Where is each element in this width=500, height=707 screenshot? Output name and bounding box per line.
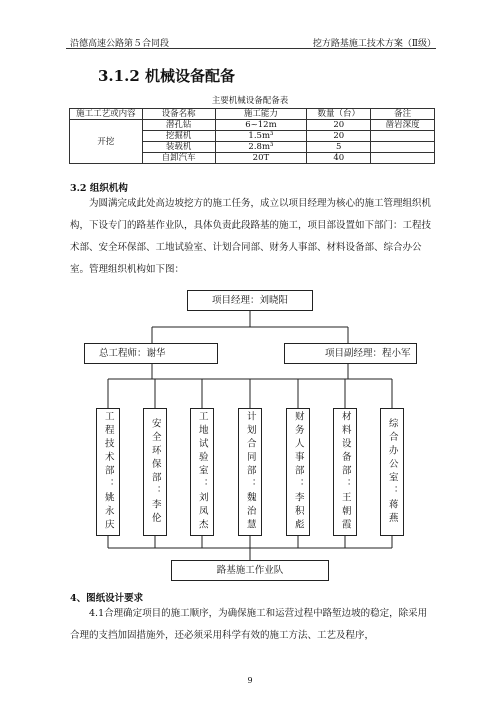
group-label-cell: 开挖 bbox=[70, 120, 143, 164]
table-cell: 6~12m bbox=[215, 120, 307, 131]
org-box-project-manager: 项目经理：刘晓阳 bbox=[187, 290, 313, 311]
org-box-department: 安全环保部：李伦 bbox=[143, 408, 167, 536]
header-left: 沿德高速公路第５合同段 bbox=[70, 39, 170, 49]
table-cell: 20T bbox=[215, 153, 307, 164]
section-title: 3.1.2 机械设备配备 bbox=[98, 67, 235, 85]
body-paragraph: 为圆满完成此处高边坡挖方的施工任务，成立以项目经理为核心的施工管理组织机构，下设专门的路基作业队，具体负责此段路基的施工，项目部设置如下部门：工程技术部、安全环保部、工地试验室、计划合同部、财务人事部、材料设备部、综合办公室。管理组织机构如下图： bbox=[70, 198, 432, 275]
org-box-deputy-manager: 项目副经理：程小军 bbox=[284, 343, 417, 364]
table-cell: 20 bbox=[307, 131, 371, 142]
org-box-department: 财务人事部：李积彪 bbox=[286, 408, 310, 536]
table-cell: 凿岩深度 bbox=[371, 120, 435, 131]
subsection-title: 3.2 组织机构 bbox=[70, 183, 128, 194]
section-4-title: 4、图纸设计要求 bbox=[70, 593, 144, 604]
body-paragraph-2: 4.1合理确定项目的施工顺序，为确保施工和运营过程中路堑边坡的稳定，除采用合理的支挡加固措施外，还必须采用科学有效的施工方法、工艺及程序， bbox=[70, 608, 428, 641]
table-cell: 装载机 bbox=[142, 142, 215, 153]
org-box-department: 综合办公室：蒋燕 bbox=[380, 408, 404, 536]
table-header-cell: 数量（台） bbox=[307, 109, 371, 120]
org-box-department: 工地试验室：刘凤杰 bbox=[190, 408, 214, 536]
page-number: 9 bbox=[247, 676, 253, 685]
org-box-department: 材料设备部：王朝霞 bbox=[333, 408, 357, 536]
org-box-department: 工程技术部：姚永庆 bbox=[96, 408, 120, 536]
org-box-chief-engineer: 总工程师：谢华 bbox=[84, 343, 218, 364]
table-cell: 1.5m³ bbox=[215, 131, 307, 142]
header-right: 挖方路基施工技术方案（Ⅱ级） bbox=[312, 39, 436, 49]
table-header-cell: 施工能力 bbox=[215, 109, 307, 120]
table-caption: 主要机械设备配备表 bbox=[211, 96, 289, 106]
table-cell: 5 bbox=[307, 142, 371, 153]
table-cell: 潜孔钻 bbox=[142, 120, 215, 131]
table-cell: 20 bbox=[307, 120, 371, 131]
table-header-cell: 设备名称 bbox=[142, 109, 215, 120]
table-cell: 2.8m³ bbox=[215, 142, 307, 153]
org-box-department: 计划合同部：魏治慧 bbox=[238, 408, 262, 536]
table-cell: 挖掘机 bbox=[142, 131, 215, 142]
table-cell: 40 bbox=[307, 153, 371, 164]
table-header-cell: 施工工艺或内容 bbox=[70, 109, 143, 120]
org-box-roadbed-team: 路基施工作业队 bbox=[171, 560, 329, 581]
table-header-cell: 备注 bbox=[371, 109, 435, 120]
table-cell: 自卸汽车 bbox=[142, 153, 215, 164]
